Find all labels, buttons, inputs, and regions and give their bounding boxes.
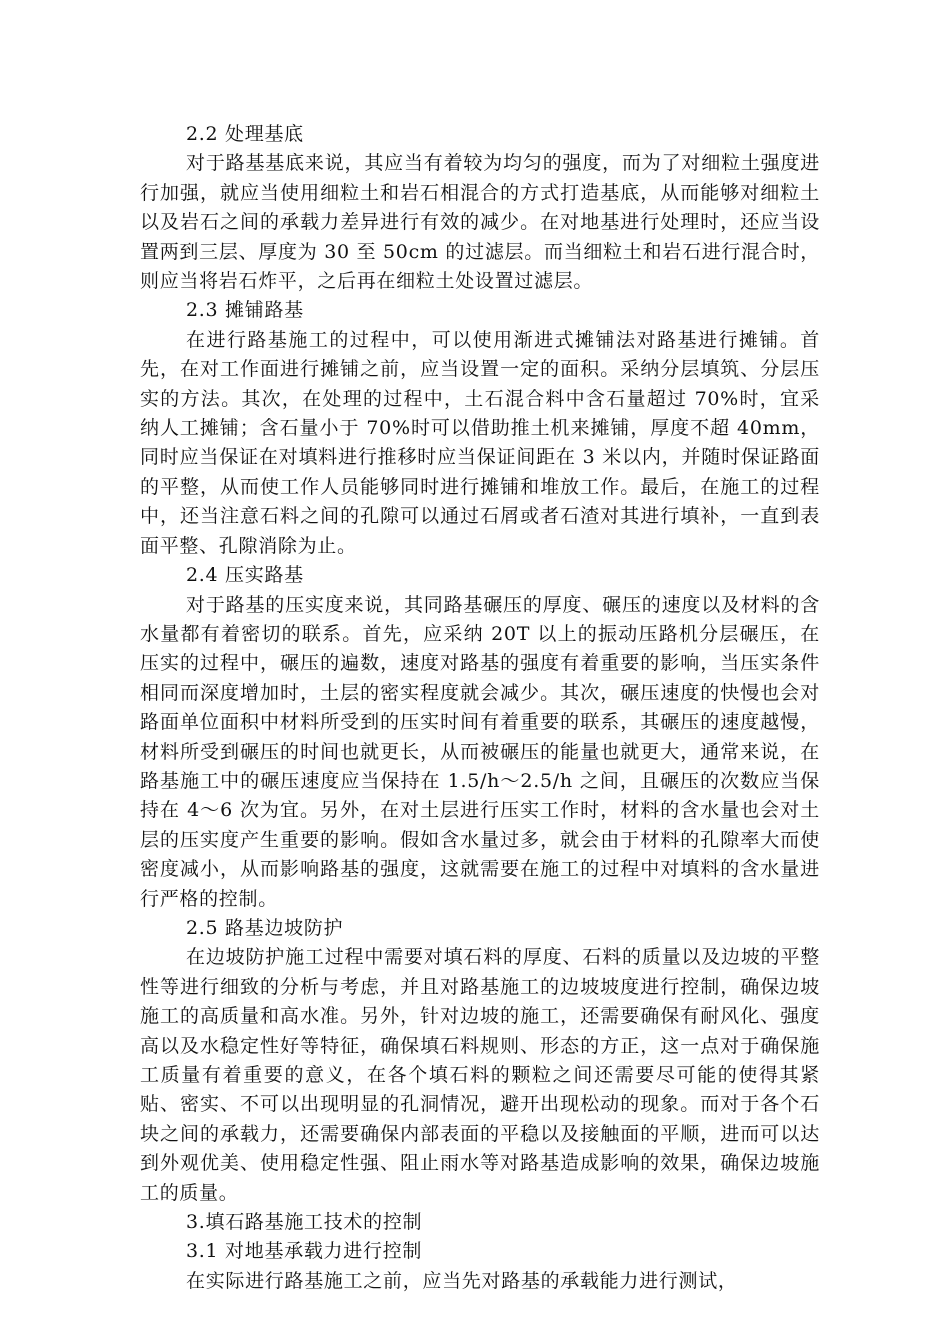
paragraph-compaction: 对于路基的压实度来说，其同路基碾压的厚度、碾压的速度以及材料的含水量都有着密切的联系。首先，应采纳 20T 以上的振动压路机分层碾压，在压实的过程中，碾压的遍数，速度对路基的强度有着重要的影响，当压实条件相同而深度增加时，土层的密实程度就会减少。其次，碾压速度的快慢也会对路面单位面积中材料所受到的压实时间有着重要的联系，其碾压的速度越慢，材料所受到碾压的时间也就更长，从而被碾压的能量也就更大，通常来说，在路基施工中的碾压速度应当保持在 1.5/h～2.5/h 之间，且碾压的次数应当保持在 4～6 次为宜。另外，在对土层进行压实工作时，材料的含水量也会对土层的压实度产生重要的影响。假如含水量过多，就会由于材料的孔隙率大而使密度减小，从而影响路基的强度，这就需要在施工的过程中对填料的含水量进行严格的控制。 [140, 593, 820, 910]
section-heading-2-5: 2.5 路基边坡防护 [186, 916, 344, 939]
section-heading-2-3: 2.3 摊铺路基 [186, 299, 304, 322]
section-heading-3-1: 3.1 对地基承载力进行控制 [186, 1240, 423, 1263]
paragraph-slope-protection: 在边坡防护施工过程中需要对填石料的厚度、石料的质量以及边坡的平整性等进行细致的分析与考虑，并且对路基施工的边坡坡度进行控制，确保边坡施工的高质量和高水准。另外，针对边坡的施工，还需要确保有耐风化、强度高以及水稳定性好等特征，确保填石料规则、形态的方正，这一点对于确保施工质量有着重要的意义，在各个填石料的颗粒之间还需要尽可能的使得其紧贴、密实、不可以出现明显的孔洞情况，避开出现松动的现象。而对于各个石块之间的承载力，还需要确保内部表面的平稳以及接触面的平顺，进而可以达到外观优美、使用稳定性强、阻止雨水等对路基造成影响的效果，确保边坡施工的质量。 [140, 946, 820, 1204]
section-heading-2-4: 2.4 压实路基 [186, 564, 304, 587]
section-heading-2-2: 2.2 处理基底 [186, 123, 304, 145]
document-page [140, 120, 820, 1296]
section-heading-3: 3.填石路基施工技术的控制 [186, 1211, 423, 1234]
paragraph-base-treatment: 对于路基基底来说，其应当有着较为均匀的强度，而为了对细粒土强度进行加强，就应当使用细粒土和岩石相混合的方式打造基底，从而能够对细粒土以及岩石之间的承载力差异进行有效的减少。在对地基进行处理时，还应当设置两到三层、厚度为 30 至 50cm 的过滤层。而当细粒土和岩石进行混合时，则应当将岩石炸平，之后再在细粒土处设置过滤层。 [140, 152, 820, 293]
paragraph-bearing-capacity: 在实际进行路基施工之前，应当先对路基的承载能力进行测试， [186, 1269, 738, 1292]
paragraph-spreading: 在进行路基施工的过程中，可以使用渐进式摊铺法对路基进行摊铺。首先，在对工作面进行摊铺之前，应当设置一定的面积。采纳分层填筑、分层压实的方法。其次，在处理的过程中，土石混合料中含石量超过 70%时，宜采纳人工摊铺；含石量小于 70%时可以借助推土机来摊铺，厚度不超 40mm，同时应当保证在对填料进行推移时应当保证间距在 3 米以内，并随时保证路面的平整，从而使工作人员能够同时进行摊铺和堆放工作。最后，在施工的过程中，还当注意石料之间的孔隙可以通过石屑或者石渣对其进行填补，一直到表面平整、孔隙消除为止。 [140, 328, 820, 557]
